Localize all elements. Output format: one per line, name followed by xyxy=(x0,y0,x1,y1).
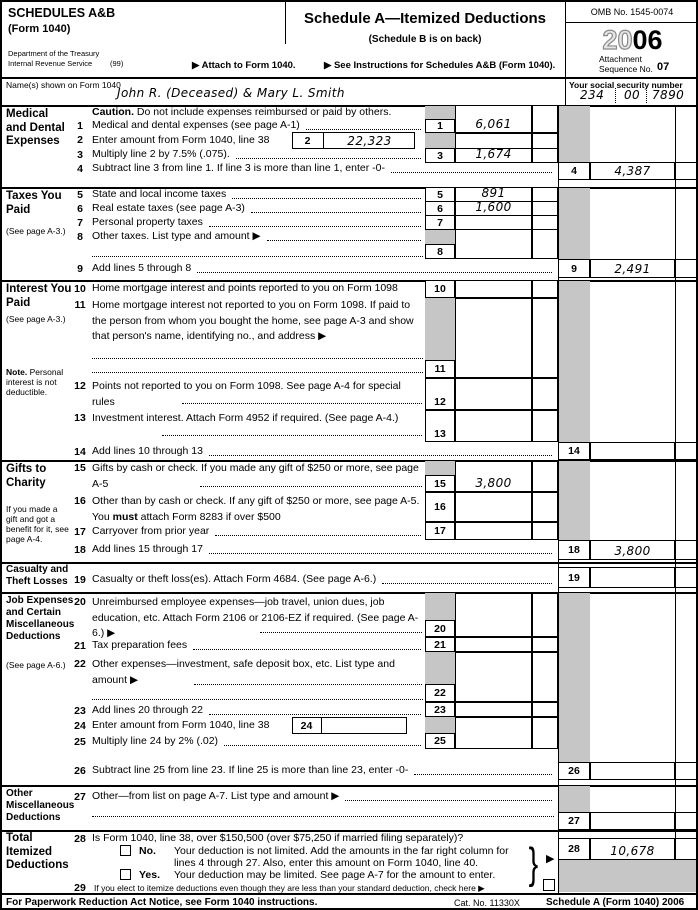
shaded-cell xyxy=(425,652,455,684)
line-number-19: 19 xyxy=(74,574,86,586)
line8-amount-box[interactable] xyxy=(455,229,532,259)
line11-desc: Home mortgage interest not reported to you on Form 1098. If paid to the person from whom you bought the home, see page A-3 and show that person's name, identifying no., and address ▶ xyxy=(92,299,414,342)
no-checkbox[interactable] xyxy=(120,845,131,856)
page-title: Schedule A—Itemized Deductions xyxy=(304,10,546,27)
line21-amount-box[interactable] xyxy=(455,637,532,652)
caution-bold: Caution. xyxy=(92,106,134,118)
line17-amount-box[interactable] xyxy=(455,522,532,540)
line-number-8: 8 xyxy=(77,231,83,243)
dotted-leader xyxy=(391,172,552,173)
line14-cents-box[interactable] xyxy=(675,442,698,460)
dotted-leader xyxy=(162,425,422,436)
line7-amount-box[interactable] xyxy=(455,215,532,230)
line9-cents-box[interactable] xyxy=(675,259,698,278)
dotted-leader xyxy=(236,158,421,159)
gifts-note: If you made a gift and got a benefit for it, see page A-4. xyxy=(6,504,69,544)
no-label: No. xyxy=(139,845,156,857)
line28-cents-box[interactable] xyxy=(675,838,698,860)
line-number-20: 20 xyxy=(74,596,86,608)
cents-column-line xyxy=(675,105,676,860)
line-number-26: 26 xyxy=(74,765,86,777)
line28-box-number: 28 xyxy=(558,838,590,860)
line17-desc: Carryover from prior year xyxy=(92,525,210,537)
line15-cents-box[interactable] xyxy=(532,461,558,492)
tax-year-prefix: 20 xyxy=(602,25,633,55)
line8-box-number: 8 xyxy=(425,244,455,259)
interest-deductible-note xyxy=(6,367,68,397)
line9-desc-row xyxy=(92,262,554,275)
page-subtitle: (Schedule B is on back) xyxy=(368,34,482,45)
section-title-medical: Medical and Dental Expenses xyxy=(6,108,65,147)
dotted-leader xyxy=(232,198,421,199)
yes-label: Yes. xyxy=(139,869,161,881)
irs-label: Internal Revenue Service xyxy=(8,59,93,68)
line3-desc: Multiply line 2 by 7.5% (.075). xyxy=(92,148,230,160)
line6-box-number: 6 xyxy=(425,201,455,216)
line22-amount-box[interactable] xyxy=(455,652,532,702)
line14-desc-row xyxy=(92,445,554,458)
header-bottom-line xyxy=(2,77,698,79)
line19-desc: Casualty or theft loss(es). Attach Form 4684. (See page A-6.) xyxy=(92,573,377,585)
caution-note xyxy=(92,106,425,119)
line27-desc: Other—from list on page A-7. List type and amount ▶ xyxy=(92,790,340,802)
list-type-fill-in[interactable] xyxy=(92,806,554,817)
dotted-leader xyxy=(209,553,552,554)
line15-desc: Gifts by cash or check. If you made any gift of $250 or more, see page A-5 xyxy=(92,462,419,490)
line26-box-number: 26 xyxy=(558,762,590,780)
footer-line xyxy=(2,893,698,895)
list-type-fill-in[interactable] xyxy=(92,689,423,700)
line27-amount-box[interactable] xyxy=(590,812,675,830)
line23-amount-box[interactable] xyxy=(455,702,532,717)
line2-desc: Enter amount from Form 1040, line 38 xyxy=(92,134,270,146)
line29-desc: If you elect to itemize deductions even though they are less than your standard deduction, check here ▶ xyxy=(94,883,485,893)
line8-cents-box[interactable] xyxy=(532,229,558,259)
line19-desc-row xyxy=(92,573,554,586)
line15-box-number: 15 xyxy=(425,475,455,492)
line21-desc: Tax preparation fees xyxy=(92,639,188,651)
line10-amount-box[interactable] xyxy=(455,280,532,298)
line13-amount-box[interactable] xyxy=(455,410,532,442)
attachment-label: Attachment xyxy=(599,54,642,64)
line-number-17: 17 xyxy=(74,526,86,538)
shaded-cell xyxy=(425,133,455,148)
line11-cents-box[interactable] xyxy=(532,298,558,378)
irs-code: (99) xyxy=(110,59,124,68)
line17-cents-box[interactable] xyxy=(532,522,558,540)
shaded-cell xyxy=(425,717,455,733)
ssn-separator xyxy=(646,88,647,103)
line21-cents-box[interactable] xyxy=(532,637,558,652)
line6-desc-row xyxy=(92,202,423,215)
line-number-12: 12 xyxy=(74,380,86,392)
line18-desc-row xyxy=(92,543,554,556)
section-title-casualty: Casualty and Theft Losses xyxy=(6,564,69,587)
section-title-total: Total Itemized Deductions xyxy=(6,832,69,871)
line21-box-number: 21 xyxy=(425,637,455,652)
omb-number: OMB No. 1545-0074 xyxy=(590,7,674,17)
line5-box-number: 5 xyxy=(425,187,455,202)
line1-desc: Medical and dental expenses (see page A-1) xyxy=(92,119,300,131)
section-line xyxy=(2,562,698,564)
line27-box-number: 27 xyxy=(558,812,590,830)
dotted-leader xyxy=(414,774,552,775)
line14-desc: Add lines 10 through 13 xyxy=(92,445,203,457)
note-bold: Note. xyxy=(6,367,28,377)
line12-box-number: 12 xyxy=(425,378,455,410)
payee-fill-in[interactable] xyxy=(92,348,423,359)
line4-amount-box[interactable]: 4,387 xyxy=(590,162,675,180)
shaded-cell xyxy=(425,593,455,620)
ssn-part2[interactable]: 00 xyxy=(624,88,641,102)
line23-desc-row xyxy=(92,704,423,717)
line12-desc: Points not reported to you on Form 1098. See page A-4 for special rules xyxy=(92,380,401,408)
line-number-25: 25 xyxy=(74,736,86,748)
arrow-icon: ▶ xyxy=(546,853,555,865)
name-label: Name(s) shown on Form 1040 xyxy=(6,80,121,90)
line-number-29: 29 xyxy=(74,882,86,894)
line18-box-number: 18 xyxy=(558,540,590,560)
section-title-other-misc: Other Miscellaneous Deductions xyxy=(6,788,75,823)
line-number-10: 10 xyxy=(74,283,86,295)
ssn-part3[interactable]: 7890 xyxy=(652,88,685,102)
line10-cents-box[interactable] xyxy=(532,280,558,298)
line7-desc-row xyxy=(92,216,423,229)
line3-amount-box[interactable]: 1,674 xyxy=(455,148,532,163)
line7-box-number: 7 xyxy=(425,215,455,230)
line27-desc-row xyxy=(92,790,554,803)
omb-underline xyxy=(565,22,698,23)
line-number-21: 21 xyxy=(74,640,86,652)
tax-year-suffix: 06 xyxy=(632,25,663,55)
section-line xyxy=(2,592,698,594)
line-number-11: 11 xyxy=(74,299,86,311)
ssn-separator xyxy=(615,88,616,103)
dotted-leader xyxy=(251,212,421,213)
line5-desc-row xyxy=(92,188,423,201)
line1-box-number: 1 xyxy=(425,119,455,133)
line16-desc-post: attach Form 8283 if over $500 xyxy=(137,510,281,523)
line-number-13: 13 xyxy=(74,412,86,424)
shaded-block xyxy=(559,860,698,892)
line17-box-number: 17 xyxy=(425,522,455,540)
line19-box-number: 19 xyxy=(558,567,590,588)
section-title-gifts: Gifts to Charity xyxy=(6,463,47,489)
line-number-7: 7 xyxy=(77,217,83,229)
line5-amount-box[interactable]: 891 xyxy=(455,187,532,202)
list-type-fill-in[interactable] xyxy=(92,246,423,257)
list-type-fill-in[interactable] xyxy=(260,622,422,633)
line12-cents-box[interactable] xyxy=(532,378,558,410)
line26-amount-box[interactable] xyxy=(590,762,675,780)
line-number-2: 2 xyxy=(77,134,83,146)
section-title-job: Job Expenses and Certain Miscellaneous Deductions xyxy=(6,595,75,642)
shaded-cell xyxy=(425,461,455,475)
tax-year xyxy=(565,25,698,56)
shaded-cell xyxy=(425,230,455,244)
line17-desc-row xyxy=(92,525,423,538)
line7-desc: Personal property taxes xyxy=(92,216,203,228)
line2-cents-box[interactable] xyxy=(532,133,558,149)
line25-cents-box[interactable] xyxy=(532,717,558,749)
line26-desc: Subtract line 25 from line 23. If line 25 is more than line 23, enter -0- xyxy=(92,764,409,776)
section-line xyxy=(2,785,698,787)
schedule-footer-label: Schedule A (Form 1040) 2006 xyxy=(546,897,685,908)
ssn-label: Your social security number xyxy=(569,80,683,90)
section-title-taxes: Taxes You Paid xyxy=(6,190,62,216)
line28-amount-box[interactable]: 10,678 xyxy=(590,838,675,860)
sequence-number: 07 xyxy=(657,61,670,73)
name-field[interactable]: John R. (Deceased) & Mary L. Smith xyxy=(117,86,345,100)
see-instructions-note: ▶ See Instructions for Schedules A&B (Form 1040). xyxy=(324,60,556,71)
attach-note: ▶ Attach to Form 1040. xyxy=(192,60,296,71)
line-number-9: 9 xyxy=(77,263,83,275)
dotted-leader xyxy=(209,226,421,227)
line16-desc xyxy=(92,494,425,525)
dotted-leader xyxy=(200,476,422,487)
dotted-leader xyxy=(197,272,552,273)
line25-amount-box[interactable] xyxy=(455,717,532,749)
line2-inner-box-number: 2 xyxy=(292,132,324,149)
line20-amount-box[interactable] xyxy=(455,593,532,637)
line25-desc-row xyxy=(92,735,423,748)
line25-desc: Multiply line 24 by 2% (.02) xyxy=(92,735,219,747)
line18-desc: Add lines 15 through 17 xyxy=(92,543,203,555)
job-note: (See page A-6.) xyxy=(6,660,66,670)
line10-desc: Home mortgage interest and points reported to you on Form 1098 xyxy=(92,282,398,294)
line23-desc: Add lines 20 through 22 xyxy=(92,704,203,716)
dotted-leader xyxy=(182,393,422,404)
line4-box-number: 4 xyxy=(558,162,590,180)
line4-desc: Subtract line 3 from line 1. If line 3 is more than line 1, enter -0- xyxy=(92,162,385,174)
line23-cents-box[interactable] xyxy=(532,702,558,717)
line18-amount-box[interactable]: 3,800 xyxy=(590,540,675,560)
line26-cents-box[interactable] xyxy=(675,762,698,780)
line9-desc: Add lines 5 through 8 xyxy=(92,262,192,274)
paperwork-notice: For Paperwork Reduction Act Notice, see Form 1040 instructions. xyxy=(6,897,318,908)
line13-cents-box[interactable] xyxy=(532,410,558,442)
line22-box-number: 22 xyxy=(425,684,455,702)
line-number-24: 24 xyxy=(74,720,86,732)
line16-cents-box[interactable] xyxy=(532,492,558,522)
line27-cents-box[interactable] xyxy=(675,812,698,830)
taxes-note: (See page A-3.) xyxy=(6,226,66,236)
line3-desc-row xyxy=(92,148,423,161)
line24-desc: Enter amount from Form 1040, line 38 xyxy=(92,719,270,731)
shaded-strip xyxy=(559,106,590,162)
line-number-22: 22 xyxy=(74,658,86,670)
note-text: Personal interest is not deductible. xyxy=(6,367,64,397)
shaded-cell xyxy=(425,298,455,360)
list-type-fill-in[interactable] xyxy=(194,674,422,685)
line23-box-number: 23 xyxy=(425,702,455,717)
line16-must: must xyxy=(112,510,138,523)
list-type-fill-in[interactable] xyxy=(267,240,421,241)
line-number-23: 23 xyxy=(74,705,86,717)
line10-box-number: 10 xyxy=(425,280,455,298)
dotted-leader xyxy=(193,649,421,650)
line5-desc: State and local income taxes xyxy=(92,188,227,200)
dotted-leader xyxy=(382,583,552,584)
yes-checkbox[interactable] xyxy=(120,869,131,880)
dotted-leader xyxy=(209,714,421,715)
line1-desc-row xyxy=(92,119,423,132)
line-number-6: 6 xyxy=(77,203,83,215)
line21-desc-row xyxy=(92,639,423,652)
shaded-strip xyxy=(559,786,590,812)
line11-amount-box[interactable] xyxy=(455,298,532,378)
dotted-leader xyxy=(224,745,421,746)
line-number-18: 18 xyxy=(74,544,86,556)
dept-treasury-label: Department of the Treasury xyxy=(8,49,100,58)
line1-amount-box[interactable]: 6,061 xyxy=(455,105,532,133)
shaded-strip xyxy=(559,188,590,259)
line-number-4: 4 xyxy=(77,163,83,175)
line22-desc: Other expenses—investment, safe deposit box, etc. List type and amount ▶ xyxy=(92,658,395,686)
line6-desc: Real estate taxes (see page A-3) xyxy=(92,202,245,214)
dotted-leader xyxy=(209,455,552,456)
line8-desc: Other taxes. List type and amount ▶ xyxy=(92,230,261,242)
elect-itemize-checkbox[interactable] xyxy=(543,879,555,891)
line13-box-number: 13 xyxy=(425,410,455,442)
no-text: Your deduction is not limited. Add the amounts in the far right column for lines 4 through 27. Also, enter this amount on Form 1040, line 40. xyxy=(174,845,509,869)
schedules-ab-label: SCHEDULES A&B xyxy=(8,6,116,20)
brace: } xyxy=(528,839,539,888)
line19-cents-box[interactable] xyxy=(675,567,698,588)
ssn-box-divider xyxy=(565,77,566,105)
line25-box-number: 25 xyxy=(425,733,455,749)
line16-box-number: 16 xyxy=(425,492,455,522)
header-divider xyxy=(285,2,286,44)
dotted-leader xyxy=(215,535,421,536)
sequence-label: Sequence No. xyxy=(599,64,653,74)
line20-box-number: 20 xyxy=(425,620,455,637)
ssn-part1[interactable]: 234 xyxy=(580,88,605,102)
line-number-1: 1 xyxy=(77,120,83,132)
line4-cents-box[interactable] xyxy=(675,162,698,180)
interest-note: (See page A-3.) xyxy=(6,314,66,324)
caution-text: Do not include expenses reimbursed or paid by others. xyxy=(136,106,392,118)
line18-cents-box[interactable] xyxy=(675,540,698,560)
line19-amount-box[interactable] xyxy=(590,567,675,588)
line9-box-number: 9 xyxy=(558,259,590,278)
shaded-strip xyxy=(559,281,590,442)
line14-box-number: 14 xyxy=(558,442,590,460)
list-type-fill-in[interactable] xyxy=(345,800,552,801)
shaded-strip xyxy=(559,461,590,540)
line2-inner-amount[interactable]: 22,323 xyxy=(347,134,392,148)
line28-question: Is Form 1040, line 38, over $150,500 (over $75,250 if married filing separately)? xyxy=(92,832,464,844)
line-number-16: 16 xyxy=(74,495,86,507)
line6-cents-box[interactable] xyxy=(532,201,558,216)
line3-cents-box[interactable] xyxy=(532,148,558,163)
line-number-15: 15 xyxy=(74,462,86,474)
line6-amount-box[interactable]: 1,600 xyxy=(455,201,532,216)
line24-inner-box-number: 24 xyxy=(292,717,322,734)
line-number-14: 14 xyxy=(74,446,86,458)
line3-box-number: 3 xyxy=(425,148,455,163)
line-number-3: 3 xyxy=(77,149,83,161)
line20-desc: Unreimbursed employee expenses—job travel, union dues, job education, etc. Attach Form 2106 or 2106-EZ if required. (See page A-6.) ▶ xyxy=(92,596,419,639)
catalog-number: Cat. No. 11330X xyxy=(454,898,520,908)
shaded-strip xyxy=(559,593,590,762)
line-number-28: 28 xyxy=(74,833,86,845)
line16-desc-pre: Other than by cash or check. If any gift of $250 or more, see page A-5. You xyxy=(92,495,420,523)
line16-amount-box[interactable] xyxy=(455,492,532,522)
line4-desc-row xyxy=(92,162,554,175)
section-title-interest: Interest You Paid xyxy=(6,283,72,309)
payee-fill-in[interactable] xyxy=(92,362,423,373)
yes-text: Your deduction may be limited. See page A-7 for the amount to enter. xyxy=(174,869,496,881)
form-1040-label: (Form 1040) xyxy=(8,23,71,35)
line13-desc: Investment interest. Attach Form 4952 if required. (See page A-4.) xyxy=(92,412,399,424)
dotted-leader xyxy=(306,129,421,130)
line8-desc-row xyxy=(92,230,423,243)
line12-amount-box[interactable] xyxy=(455,378,532,410)
line15-amount-box[interactable]: 3,800 xyxy=(455,461,532,492)
line1-cents-box[interactable] xyxy=(532,105,558,133)
line22-cents-box[interactable] xyxy=(532,652,558,702)
line26-desc-row xyxy=(92,764,554,777)
line11-box-number: 11 xyxy=(425,360,455,378)
line14-amount-box[interactable] xyxy=(590,442,675,460)
line-number-27: 27 xyxy=(74,791,86,803)
shaded-cell xyxy=(425,106,455,119)
line-number-5: 5 xyxy=(77,189,83,201)
line7-cents-box[interactable] xyxy=(532,215,558,230)
line20-cents-box[interactable] xyxy=(532,593,558,637)
line5-cents-box[interactable] xyxy=(532,187,558,202)
line9-amount-box[interactable]: 2,491 xyxy=(590,259,675,278)
